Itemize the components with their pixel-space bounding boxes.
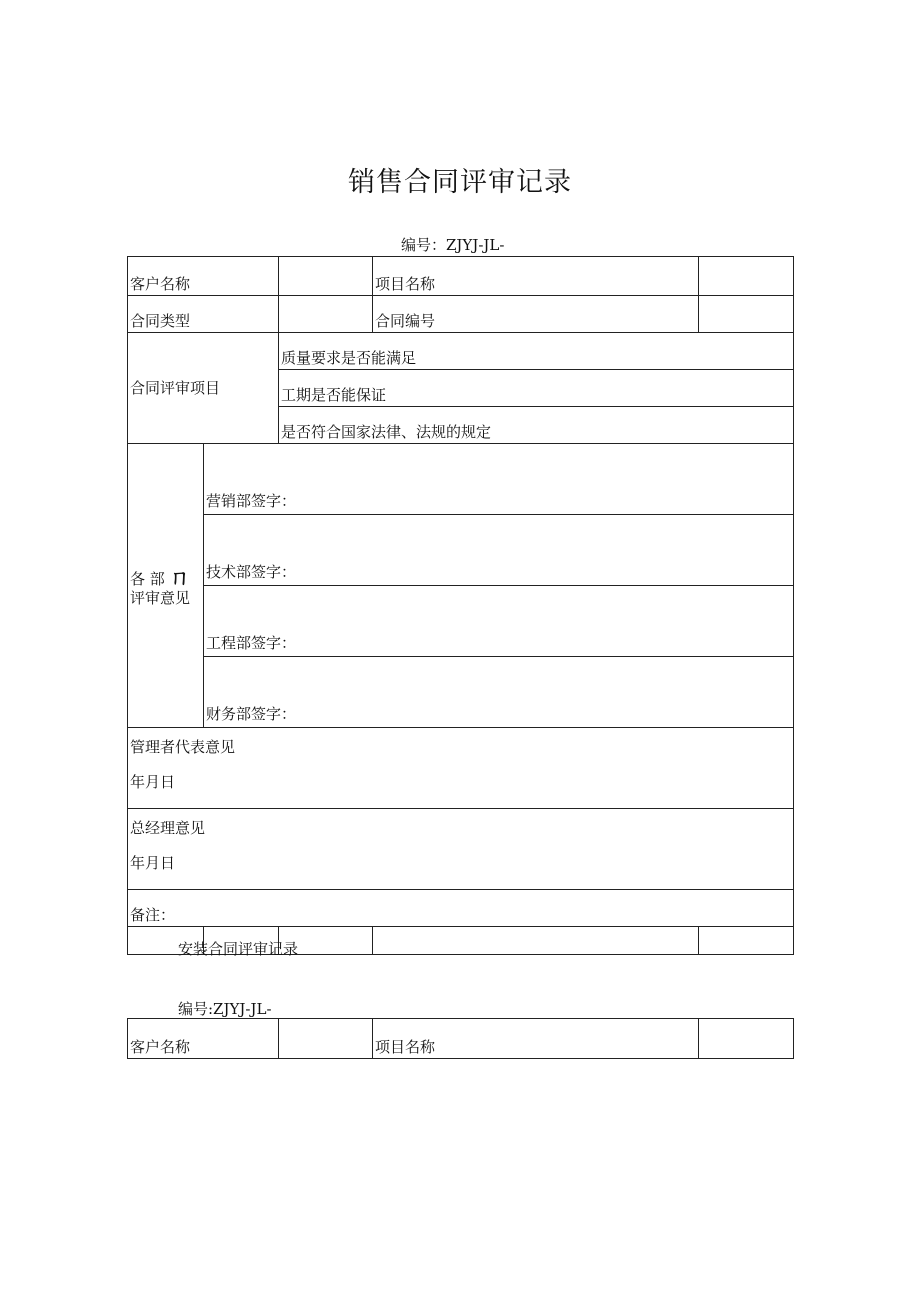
marketing-signature[interactable]: 营销部签字： <box>204 444 794 515</box>
page-title: 销售合同评审记录 <box>348 167 572 198</box>
review-item-schedule: 工期是否能保证 <box>279 370 794 407</box>
blank-cell[interactable] <box>699 927 794 955</box>
table-row <box>128 586 794 657</box>
management-representative-date: 年月日 <box>130 773 176 791</box>
sales-contract-review-table <box>127 256 794 955</box>
review-item-legal: 是否符合国家法律、法规的规定 <box>279 407 794 444</box>
general-manager-date: 年月日 <box>130 854 176 872</box>
section-title: 安装合同评审记录 <box>178 940 299 958</box>
review-items-label: 合同评审项目 <box>128 333 279 444</box>
blank-cell[interactable] <box>373 927 699 955</box>
project-name-label: 项目名称 <box>373 257 699 296</box>
project-name-label: 项目名称 <box>373 1019 699 1059</box>
customer-name-label: 客户名称 <box>128 1019 279 1059</box>
table-row <box>128 890 794 927</box>
department-review-label <box>128 444 204 728</box>
table-row <box>128 728 794 809</box>
contract-number-value[interactable] <box>699 296 794 333</box>
table-row <box>128 257 794 296</box>
table-row <box>128 444 794 515</box>
management-representative-opinion[interactable] <box>128 728 794 809</box>
department-label-part1: 各 部 <box>130 569 165 588</box>
installation-contract-review-table <box>127 1018 794 1059</box>
table-row <box>128 809 794 890</box>
customer-name-label: 客户名称 <box>128 257 279 296</box>
management-representative-label: 管理者代表意见 <box>130 738 236 756</box>
table-row <box>128 333 794 370</box>
customer-name-value[interactable] <box>279 257 373 296</box>
document-number: 编号:ZJYJ-JL- <box>178 1000 272 1018</box>
department-label-mark: ㄇ <box>169 564 190 589</box>
general-manager-label: 总经理意见 <box>130 819 206 837</box>
department-label-part2: 评审意见 <box>130 588 191 607</box>
table-row <box>128 1019 794 1059</box>
engineering-signature[interactable]: 工程部签字： <box>204 586 794 657</box>
document-number: 编号：ZJYJ-JL- <box>401 236 505 254</box>
review-item-quality: 质量要求是否能满足 <box>279 333 794 370</box>
general-manager-opinion[interactable] <box>128 809 794 890</box>
table-row <box>128 296 794 333</box>
remarks-label[interactable]: 备注： <box>128 890 794 927</box>
table-row <box>128 657 794 728</box>
contract-type-label: 合同类型 <box>128 296 279 333</box>
customer-name-value[interactable] <box>279 1019 373 1059</box>
project-name-value[interactable] <box>699 1019 794 1059</box>
project-name-value[interactable] <box>699 257 794 296</box>
contract-type-value[interactable] <box>279 296 373 333</box>
finance-signature[interactable]: 财务部签字： <box>204 657 794 728</box>
technical-signature[interactable]: 技术部签字： <box>204 515 794 586</box>
contract-number-label: 合同编号 <box>373 296 699 333</box>
table-row <box>128 515 794 586</box>
